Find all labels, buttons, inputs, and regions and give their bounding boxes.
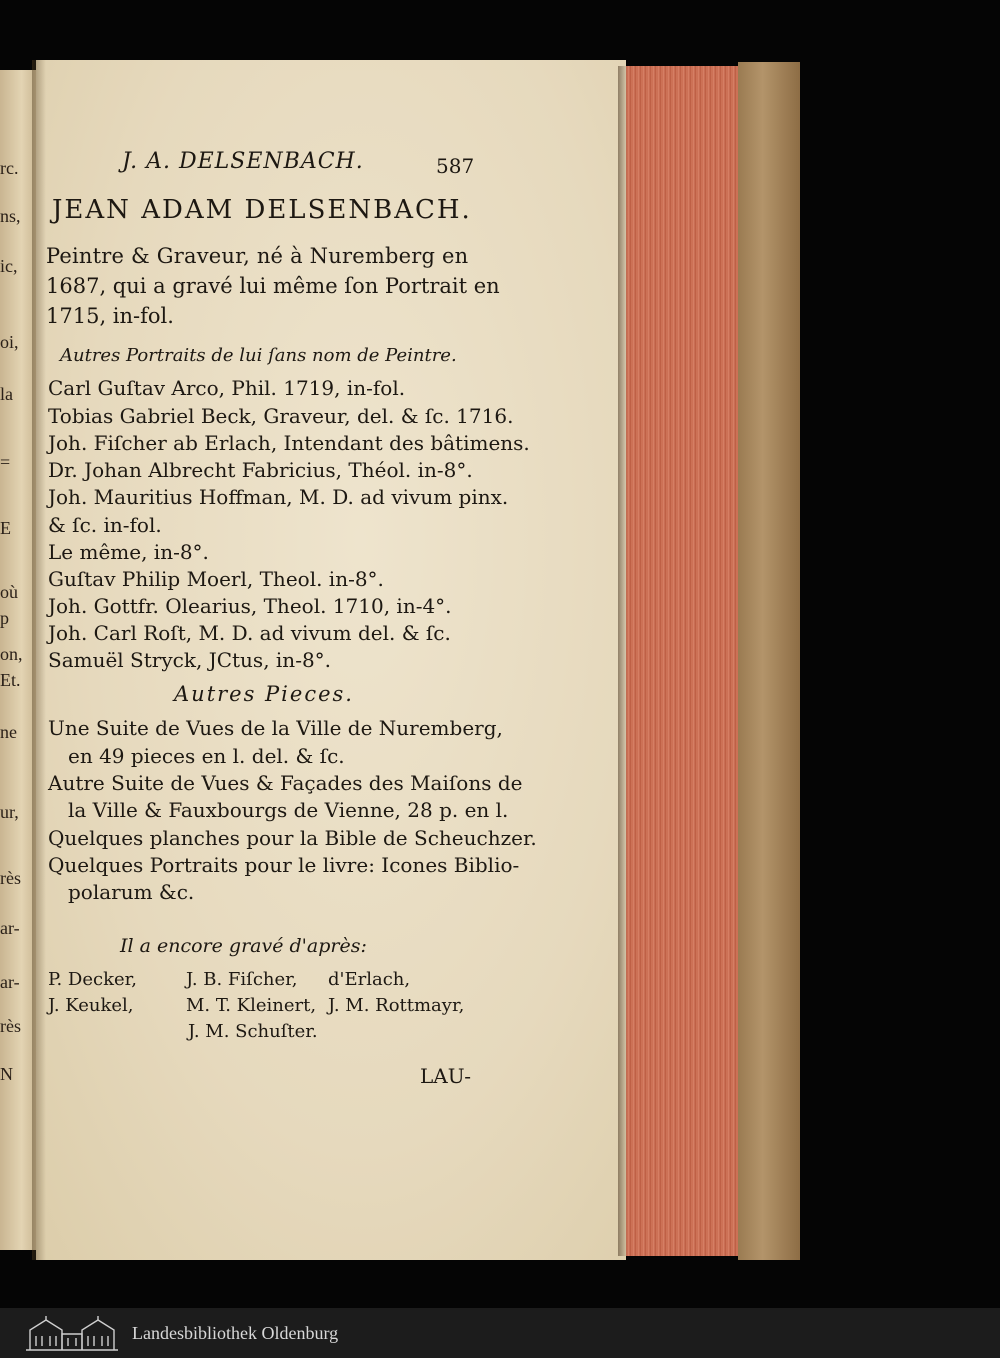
piece-entry: Une Suite de Vues de la Ville de Nuremberg, bbox=[48, 716, 503, 740]
portrait-entry: Joh. Fiſcher ab Erlach, Intendant des bâtimens. bbox=[48, 431, 530, 455]
footer-bar bbox=[0, 1308, 1000, 1358]
page-number: 587 bbox=[436, 154, 475, 178]
left-page-fragment: p bbox=[0, 608, 9, 628]
portrait-entry: Carl Guſtav Arco, Phil. 1719, in-fol. bbox=[48, 376, 406, 400]
left-page-fragment: on, bbox=[0, 644, 23, 664]
intro-line: Peintre & Graveur, né à Nuremberg en bbox=[46, 244, 469, 268]
left-page-fragment: ar- bbox=[0, 918, 20, 938]
after-name: M. T. Kleinert, bbox=[186, 995, 317, 1016]
portrait-entry: Le même, in-8°. bbox=[48, 540, 209, 564]
left-page-fragment: rc. bbox=[0, 158, 19, 178]
left-page-fragment: ur, bbox=[0, 802, 19, 822]
piece-entry: Quelques planches pour la Bible de Scheuchzer. bbox=[48, 826, 537, 850]
pieces-heading: Autres Pieces. bbox=[174, 682, 354, 706]
book-page bbox=[36, 60, 626, 1260]
left-page-fragment: oi, bbox=[0, 332, 19, 352]
piece-entry: Autre Suite de Vues & Façades des Maiſons de bbox=[48, 771, 523, 795]
portrait-entry: Guſtav Philip Moerl, Theol. in-8°. bbox=[48, 567, 384, 591]
piece-entry: en 49 pieces en l. del. & ſc. bbox=[68, 744, 345, 768]
edge-shadow bbox=[618, 66, 628, 1256]
piece-entry: la Ville & Fauxbourgs de Vienne, 28 p. en l. bbox=[68, 798, 509, 822]
portrait-entry: Dr. Johan Albrecht Fabricius, Théol. in-8°. bbox=[48, 458, 473, 482]
after-name: J. Keukel, bbox=[48, 995, 134, 1016]
left-page-fragment: Et. bbox=[0, 670, 21, 690]
intro-line: 1715, in-fol. bbox=[46, 304, 174, 328]
left-page-fragment: ar- bbox=[0, 972, 20, 992]
piece-entry: Quelques Portraits pour le livre: Icones Biblio- bbox=[48, 853, 520, 877]
after-name: P. Decker, bbox=[48, 969, 137, 990]
left-page-fragment: la bbox=[0, 384, 13, 404]
catchword: LAU- bbox=[420, 1064, 471, 1088]
after-name: J. B. Fiſcher, bbox=[186, 969, 298, 990]
left-page-fragment: N bbox=[0, 1064, 13, 1084]
portrait-entry: Tobias Gabriel Beck, Graveur, del. & ſc. 1716. bbox=[48, 404, 514, 428]
library-name: Landesbibliothek Oldenburg bbox=[132, 1322, 339, 1343]
portrait-entry: Joh. Mauritius Hoffman, M. D. ad vivum pinx. bbox=[48, 485, 509, 509]
portrait-entry: Joh. Gottfr. Olearius, Theol. 1710, in-4°. bbox=[48, 594, 452, 618]
portraits-heading: Autres Portraits de lui ſans nom de Peintre. bbox=[60, 345, 457, 366]
left-page-edge bbox=[0, 70, 36, 1250]
left-page-fragment: E bbox=[0, 518, 11, 538]
intro-line: 1687, qui a gravé lui même ſon Portrait en bbox=[46, 274, 500, 298]
library-building-icon bbox=[22, 1312, 122, 1354]
left-page-fragment: ic, bbox=[0, 256, 18, 276]
running-head-title: J. A. DELSENBACH. bbox=[122, 149, 364, 174]
after-name: J. M. Rottmayr, bbox=[328, 995, 465, 1016]
page-edges bbox=[622, 66, 738, 1256]
book-cover bbox=[738, 62, 800, 1260]
portrait-entry: & ſc. in-fol. bbox=[48, 513, 162, 537]
left-page-fragment: ne bbox=[0, 722, 17, 742]
left-page-fragment: ns, bbox=[0, 206, 21, 226]
gutter-shadow bbox=[32, 60, 46, 1260]
piece-entry: polarum &c. bbox=[68, 880, 195, 904]
after-name: d'Erlach, bbox=[328, 969, 411, 990]
article-title: JEAN ADAM DELSENBACH. bbox=[52, 195, 472, 225]
left-page-fragment: rès bbox=[0, 1016, 21, 1036]
portrait-entry: Joh. Carl Roſt, M. D. ad vivum del. & ſc. bbox=[48, 621, 451, 645]
after-name: J. M. Schuſter. bbox=[188, 1021, 318, 1042]
left-page-fragment: = bbox=[0, 452, 11, 472]
left-page-fragment: où bbox=[0, 582, 18, 602]
left-page-fragment: rès bbox=[0, 868, 21, 888]
portrait-entry: Samuël Stryck, JCtus, in-8°. bbox=[48, 648, 332, 672]
after-heading: Il a encore gravé d'après: bbox=[120, 935, 367, 957]
